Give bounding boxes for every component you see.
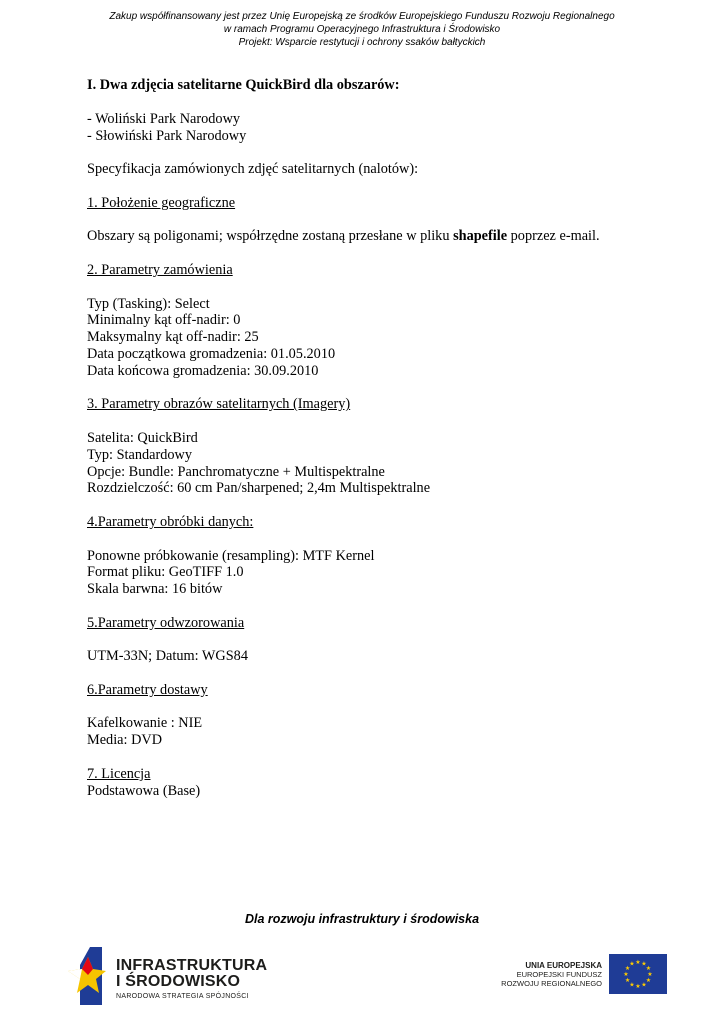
section-1-text-post: poprzez e-mail. <box>507 228 600 245</box>
area-item: - Woliński Park Narodowy <box>87 110 241 127</box>
eu-stars-icon <box>609 954 667 994</box>
section-6-line: Media: DVD <box>87 732 163 749</box>
section-2-line: Data końcowa gromadzenia: 30.09.2010 <box>87 362 319 379</box>
svg-text:★: ★ <box>641 960 647 968</box>
svg-text:★: ★ <box>641 981 647 989</box>
section-2-heading: 2. Parametry zamówienia <box>87 261 233 278</box>
section-6-line: Kafelkowanie : NIE <box>87 715 203 732</box>
document-header <box>0 10 724 49</box>
section-1-heading: 1. Położenie geograficzne <box>87 194 236 211</box>
section-7-line: Podstawowa (Base) <box>87 782 201 799</box>
eu-flag-icon <box>609 954 667 994</box>
section-5-heading: 5.Parametry odwzorowania <box>87 614 245 631</box>
document-body <box>87 77 687 799</box>
section-4-heading: 4.Parametry obróbki danych: <box>87 513 254 530</box>
logo-line-1: INFRASTRUKTURA <box>116 957 268 974</box>
document-title: I. Dwa zdjęcia satelitarne QuickBird dla obszarów: <box>87 77 400 93</box>
svg-text:★: ★ <box>645 977 652 984</box>
svg-text:★: ★ <box>635 983 641 990</box>
eu-line-1: UNIA EUROPEJSKA <box>525 961 602 970</box>
svg-text:★: ★ <box>645 965 652 972</box>
section-2-line: Data początkowa gromadzenia: 01.05.2010 <box>87 345 336 362</box>
section-3-heading: 3. Parametry obrazów satelitarnych (Imagery) <box>87 396 351 413</box>
svg-text:★: ★ <box>635 959 641 966</box>
infrastruktura-logo <box>66 945 268 1007</box>
section-1-text-pre: Obszary są poligonami; współrzędne zostaną przesłane w pliku <box>87 228 454 245</box>
section-3-line: Rozdzielczość: 60 cm Pan/sharpened; 2,4m Multispektralne <box>87 480 431 497</box>
svg-text:★: ★ <box>629 960 635 968</box>
section-1-text <box>87 228 687 245</box>
infrastruktura-logo-text <box>116 958 267 1002</box>
section-4-line: Skala barwna: 16 bitów <box>87 581 223 598</box>
section-3-line: Typ: Standardowy <box>87 446 193 463</box>
section-2-line: Typ (Tasking): Select <box>87 295 210 312</box>
section-4-line: Format pliku: GeoTIFF 1.0 <box>87 564 244 581</box>
section-2-line: Minimalny kąt off-nadir: 0 <box>87 312 241 329</box>
infrastruktura-star-icon <box>66 945 110 1007</box>
svg-text:★: ★ <box>623 971 629 978</box>
section-7-heading: 7. Licencja <box>87 765 151 782</box>
header-line-3: Projekt: Wsparcie restytucji i ochrony ssaków bałtyckich <box>238 37 486 48</box>
logo-subtitle: NARODOWA STRATEGIA SPÓJNOŚCI <box>116 993 249 1000</box>
header-line-1: Zakup współfinansowany jest przez Unię Europejską ze środków Europejskiego Funduszu Rozwoju Regionalnego <box>109 11 615 22</box>
section-1-text-bold: shapefile <box>453 228 508 245</box>
section-3-line: Satelita: QuickBird <box>87 429 198 446</box>
eu-logo-text <box>501 961 602 988</box>
header-line-2: w ramach Programu Operacyjnego Infrastruktura i Środowisko <box>223 24 501 35</box>
section-4-line: Ponowne próbkowanie (resampling): MTF Kernel <box>87 547 375 564</box>
footer-tagline: Dla rozwoju infrastruktury i środowiska <box>244 912 480 926</box>
section-6-heading: 6.Parametry dostawy <box>87 681 208 698</box>
spec-intro: Specyfikacja zamówionych zdjęć satelitarnych (nalotów): <box>87 161 419 178</box>
svg-text:★: ★ <box>624 965 631 972</box>
eu-line-3: ROZWOJU REGIONALNEGO <box>501 979 602 988</box>
svg-text:★: ★ <box>629 981 635 989</box>
section-3-line: Opcje: Bundle: Panchromatyczne + Multispektralne <box>87 463 385 480</box>
section-2-line: Maksymalny kąt off-nadir: 25 <box>87 329 259 346</box>
eu-line-2: EUROPEJSKI FUNDUSZ <box>516 970 602 979</box>
svg-text:★: ★ <box>647 971 653 978</box>
logo-line-2: I ŚRODOWISKO <box>116 973 241 990</box>
section-5-line: UTM-33N; Datum: WGS84 <box>87 648 248 665</box>
svg-text:★: ★ <box>624 977 631 984</box>
area-item: - Słowiński Park Narodowy <box>87 127 247 144</box>
